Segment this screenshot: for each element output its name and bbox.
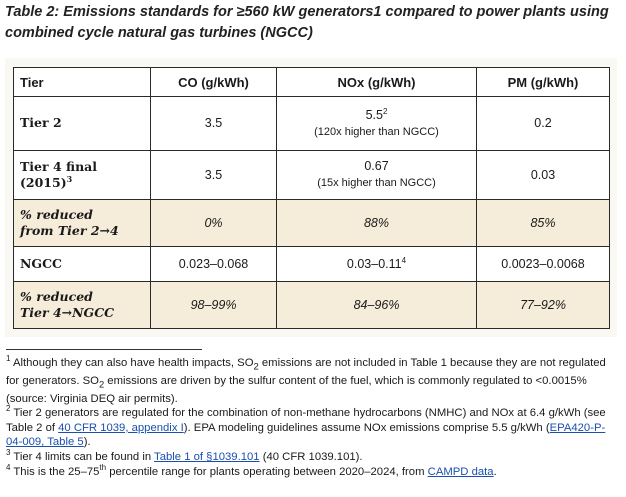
- header-nox: NOx (g/kWh): [277, 68, 477, 97]
- table-caption: Table 2: Emissions standards for ≥560 kW generators1 compared to power plants using combined cycle natural gas turbines (NGCC): [5, 4, 609, 41]
- footnote-divider: [6, 349, 202, 350]
- cell-nox: $5.5^2$ (120x higher than NGCC): [277, 97, 477, 151]
- cell-co: 3.5: [151, 150, 277, 199]
- footnote-1: $^1$ Although they can also have health impacts, $SO_2$ emissions are not included in Table 1 because they are not regulated for generators. $SO_2$ emissions are driven by the sulfur content of the fuel, which is commonly regulated to <0.0015% (source: Virginia DEQ air permits).: [6, 354, 606, 405]
- cell-pm: 85%: [477, 200, 610, 247]
- cell-nox: 0.67 (15x higher than NGCC): [277, 150, 477, 199]
- table-row-tier4: [14, 150, 610, 199]
- link-40cfr1039-appendix[interactable]: 40 CFR 1039, appendix I: [58, 421, 184, 434]
- header-tier: Tier: [14, 68, 151, 97]
- table-header-row: [14, 68, 610, 97]
- table-row-tier2: [14, 97, 610, 151]
- cell-nox: 84–96%: [277, 281, 477, 328]
- table-frame: [5, 58, 617, 337]
- row-label: Tier 4 final $(2015)^3$: [14, 150, 151, 199]
- row-label: NGCC: [14, 247, 151, 281]
- cell-co: 3.5: [151, 97, 277, 151]
- cell-pm: 0.03: [477, 150, 610, 199]
- cell-pm: 0.0023–0.0068: [477, 247, 610, 281]
- cell-nox: 0.03–0.11$^4$: [277, 247, 477, 281]
- header-co: CO (g/kWh): [151, 68, 277, 97]
- link-table1-1039-101[interactable]: Table 1 of §1039.101: [154, 451, 260, 464]
- row-label: Tier 2: [14, 97, 151, 151]
- row-label: % reduced Tier 4→NGCC: [14, 281, 151, 328]
- table-row-reduced-t2-t4: [14, 200, 610, 247]
- emissions-table: [13, 67, 610, 329]
- cell-co: 98–99%: [151, 281, 277, 328]
- footnote-2: $^2$ Tier 2 generators are regulated for the combination of non-methane hydrocarbons (NMHC) and NOx at 6.4 g/kWh (see Table 2 of 40 CFR 1039, appendix I). EPA modeling guidelines assume NOx emissions comprise 5.5 g/kWh (EPA420-P-04-009, Table 5).: [6, 404, 606, 449]
- cell-co: 0%: [151, 200, 277, 247]
- row-label: % reduced from Tier 2→4: [14, 200, 151, 247]
- cell-co: 0.023–0.068: [151, 247, 277, 281]
- footnote-4: $^4$ This is the 25–75th percentile range for plants operating between 2020–2024, from CAMPD data.: [6, 462, 497, 478]
- cell-nox: 88%: [277, 200, 477, 247]
- header-pm: PM (g/kWh): [477, 68, 610, 97]
- footnote-3: $^3$ Tier 4 limits can be found in Table 1 of §1039.101 (40 CFR 1039.101).: [6, 448, 363, 464]
- footnotes: [6, 356, 618, 479]
- link-epa420[interactable]: EPA420-P-04-009, Table 5: [6, 421, 606, 449]
- table-row-ngcc: [14, 247, 610, 281]
- table-row-reduced-t4-ngcc: [14, 281, 610, 328]
- cell-pm: 0.2: [477, 97, 610, 151]
- cell-pm: 77–92%: [477, 281, 610, 328]
- link-campd-data[interactable]: CAMPD data: [427, 465, 494, 478]
